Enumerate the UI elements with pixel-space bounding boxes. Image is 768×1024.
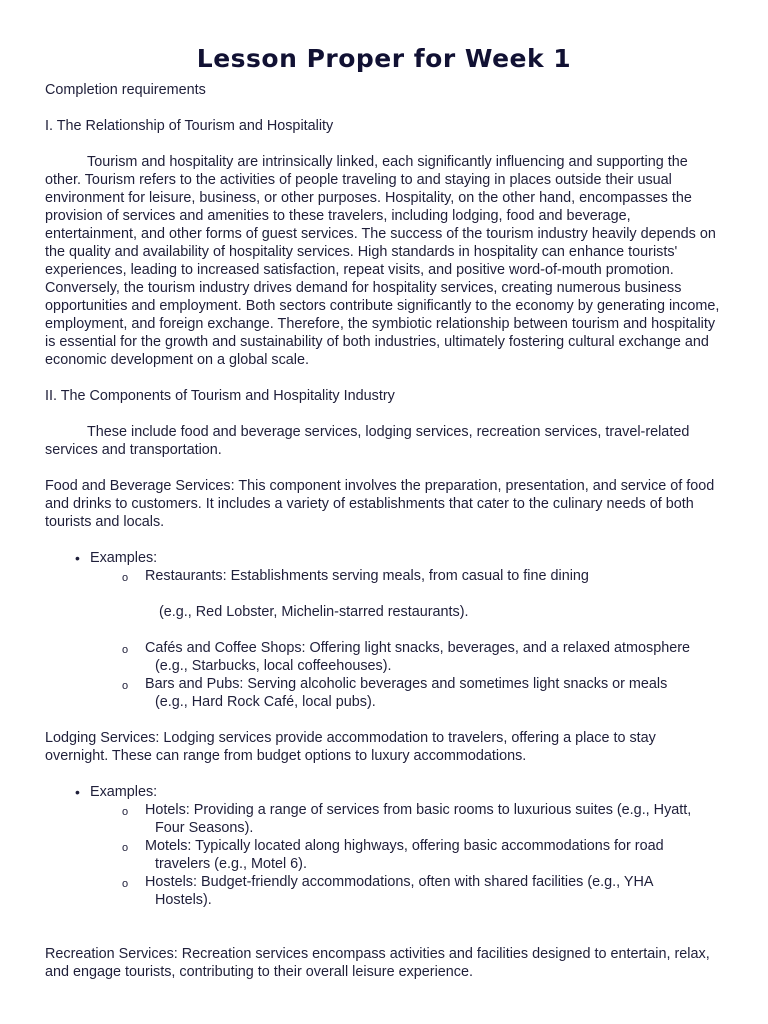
- list-item: [45, 783, 720, 801]
- lodging-examples-list: [45, 783, 720, 801]
- list-item: [135, 567, 720, 621]
- list-item: [135, 837, 720, 873]
- examples-label: Examples:: [90, 784, 158, 800]
- example-text: o Hostels: Budget-friendly accommodations, often with shared facilities (e.g., YHA: [145, 874, 654, 890]
- food-examples-list: [45, 549, 720, 567]
- example-detail: travelers (e.g., Motel 6).: [155, 856, 307, 872]
- food-examples-sublist: [45, 567, 720, 711]
- list-item: [135, 639, 720, 675]
- list-item: [135, 801, 720, 837]
- recreation-paragraph: Recreation Services: Recreation services encompass activities and facilities designed to entertain, relax, and engage tourists, contributing to their overall leisure experience.: [45, 946, 710, 980]
- food-beverage-paragraph: Food and Beverage Services: This component involves the preparation, presentation, and service of food and drinks to customers. It includes a variety of establishments that cater to the culinary needs of both tourists and locals.: [45, 478, 715, 530]
- examples-label: Examples:: [90, 550, 158, 566]
- list-item: [135, 873, 720, 909]
- section-2-heading: II. The Components of Tourism and Hospitality Industry: [45, 388, 395, 404]
- example-detail: (e.g., Starbucks, local coffeehouses).: [155, 658, 392, 674]
- section-1-heading: I. The Relationship of Tourism and Hospitality: [45, 118, 334, 134]
- example-text: o Motels: Typically located along highways, offering basic accommodations for road: [145, 838, 664, 854]
- example-text: o Hotels: Providing a range of services from basic rooms to luxurious suites (e.g., Hyatt,: [145, 802, 692, 818]
- example-detail: Four Seasons).: [155, 820, 254, 836]
- page-title: Lesson Proper for Week 1: [196, 44, 572, 73]
- list-item: [45, 549, 720, 567]
- example-text: o Cafés and Coffee Shops: Offering light snacks, beverages, and a relaxed atmosphere: [145, 640, 691, 656]
- section-1-paragraph: Tourism and hospitality are intrinsically linked, each significantly influencing and supporting the other. Tourism refers to the activities of people traveling to and staying in places outside their usual environment for leisure, business, or other purposes. Hospitality, on the other hand, encompasses the provision of services and amenities to these travelers, including lodging, food and beverage, entertainment, and other forms of guest services. The success of the tourism industry heavily depends on the quality and availability of hospitality services. High standards in hospitality can enhance tourists' experiences, leading to increased satisfaction, repeat visits, and positive word-of-mouth promotion. Conversely, the tourism industry drives demand for hospitality services, creating numerous business opportunities and employment. Both sectors contribute significantly to the economy by generating income, employment, and foreign exchange. Therefore, the symbiotic relationship between tourism and hospitality is essential for the growth and sustainability of both industries, ultimately fostering cultural exchange and economic development on a global scale.: [45, 154, 720, 368]
- example-text: o Bars and Pubs: Serving alcoholic beverages and sometimes light snacks or meals: [145, 676, 668, 692]
- example-detail: (e.g., Hard Rock Café, local pubs).: [155, 694, 376, 710]
- example-detail: (e.g., Red Lobster, Michelin-starred restaurants).: [159, 604, 469, 620]
- section-2-intro: These include food and beverage services, lodging services, recreation services, travel-related services and transportation.: [45, 424, 690, 458]
- document-body: [45, 81, 720, 981]
- lodging-examples-sublist: [45, 801, 720, 909]
- list-item: [135, 675, 720, 711]
- example-text: o Restaurants: Establishments serving meals, from casual to fine dining: [145, 568, 589, 584]
- example-detail: Hostels).: [155, 892, 212, 908]
- lodging-paragraph: Lodging Services: Lodging services provide accommodation to travelers, offering a place to stay overnight. These can range from budget options to luxury accommodations.: [45, 730, 656, 764]
- completion-requirements: Completion requirements: [45, 82, 206, 98]
